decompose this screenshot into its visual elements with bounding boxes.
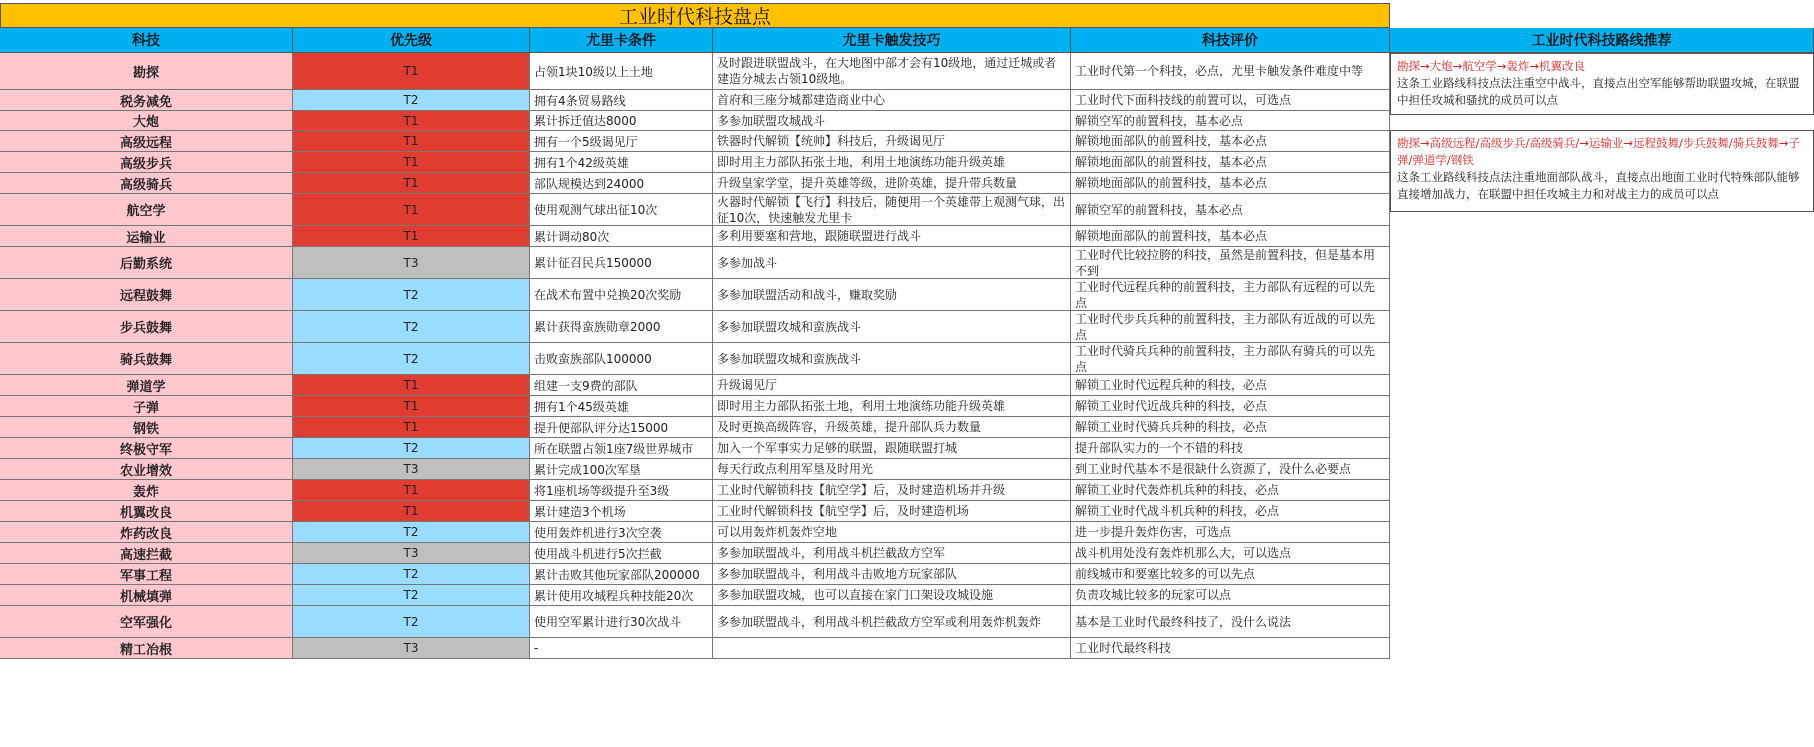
eureka-tips-cell[interactable]: 多参加联盟攻城战斗	[713, 111, 1071, 131]
eureka-condition-cell[interactable]: 击败蛮族部队100000	[530, 343, 713, 375]
priority-cell[interactable]: T2	[293, 343, 530, 375]
tech-name-cell[interactable]: 高级骑兵	[0, 173, 293, 194]
eureka-tips-cell[interactable]: 多参加联盟战斗，利用战斗击败地方玩家部队	[713, 564, 1071, 585]
eureka-condition-cell[interactable]: 使用轰炸机进行3次空袭	[530, 522, 713, 543]
eureka-tips-cell[interactable]: 即时用主力部队拓张土地，利用土地演练功能升级英雄	[713, 152, 1071, 173]
title-empty-area	[1390, 3, 1814, 28]
eureka-condition-cell[interactable]: 累计调动80次	[530, 226, 713, 247]
tech-name-cell[interactable]: 航空学	[0, 194, 293, 226]
table-row	[0, 638, 1390, 659]
table-row	[0, 375, 1390, 396]
eureka-condition-cell[interactable]: 组建一支9费的部队	[530, 375, 713, 396]
eureka-condition-cell[interactable]: 将1座机场等级提升至3级	[530, 480, 713, 501]
tech-evaluation-cell[interactable]: 进一步提升轰炸伤害，可选点	[1071, 522, 1390, 543]
eureka-tips-cell[interactable]: 多参加联盟战斗，利用战斗机拦截敌方空军或利用轰炸机轰炸	[713, 606, 1071, 638]
priority-cell[interactable]: T3	[293, 638, 530, 659]
tech-name-cell[interactable]: 农业增效	[0, 459, 293, 480]
eureka-tips-cell[interactable]: 升级皇家学堂，提升英雄等级，进阶英雄，提升带兵数量	[713, 173, 1071, 194]
route-recommendation-ground[interactable]	[1390, 130, 1814, 212]
eureka-tips-cell[interactable]	[713, 638, 1071, 659]
eureka-condition-cell[interactable]: 使用观测气球出征10次	[530, 194, 713, 226]
tech-name-cell[interactable]: 远程鼓舞	[0, 279, 293, 311]
tech-evaluation-cell[interactable]: 战斗机用处没有轰炸机那么大，可以选点	[1071, 543, 1390, 564]
eureka-condition-cell[interactable]: 提升便部队评分达15000	[530, 417, 713, 438]
eureka-condition-cell[interactable]: 使用战斗机进行5次拦截	[530, 543, 713, 564]
table-row	[0, 279, 1390, 311]
eureka-tips-cell[interactable]: 加入一个军事实力足够的联盟，跟随联盟打城	[713, 438, 1071, 459]
priority-cell[interactable]: T3	[293, 247, 530, 279]
table-row	[0, 173, 1390, 194]
priority-cell[interactable]: T2	[293, 438, 530, 459]
eureka-tips-cell[interactable]: 首府和三座分城都建造商业中心	[713, 90, 1071, 111]
priority-cell[interactable]: T1	[293, 194, 530, 226]
priority-cell[interactable]: T1	[293, 173, 530, 194]
eureka-tips-cell[interactable]: 多参加联盟攻城，也可以直接在家门口架设攻城设施	[713, 585, 1071, 606]
eureka-tips-cell[interactable]: 工业时代解锁科技【航空学】后，及时建造机场	[713, 501, 1071, 522]
tech-name-cell[interactable]: 后勤系统	[0, 247, 293, 279]
table-row	[0, 606, 1390, 638]
tech-name-cell[interactable]: 步兵鼓舞	[0, 311, 293, 343]
route-path: 勘探→高级远程/高级步兵/高级骑兵/→运输业→远程鼓舞/步兵鼓舞/骑兵鼓舞→子弹/弹道学/钢铁	[1397, 136, 1800, 167]
header-route[interactable]: 工业时代科技路线推荐	[1390, 28, 1814, 53]
tech-name-cell[interactable]: 弹道学	[0, 375, 293, 396]
eureka-tips-cell[interactable]: 多参加战斗	[713, 247, 1071, 279]
eureka-tips-cell[interactable]: 工业时代解锁科技【航空学】后，及时建造机场并升级	[713, 480, 1071, 501]
tech-name-cell[interactable]: 税务减免	[0, 90, 293, 111]
tech-evaluation-cell[interactable]: 工业时代骑兵兵种的前置科技，主力部队有骑兵的可以先点	[1071, 343, 1390, 375]
priority-cell[interactable]: T2	[293, 311, 530, 343]
priority-cell[interactable]: T1	[293, 417, 530, 438]
tech-name-cell[interactable]: 大炮	[0, 111, 293, 131]
tech-evaluation-cell[interactable]: 工业时代下面科技线的前置可以，可选点	[1071, 90, 1390, 111]
priority-cell[interactable]: T1	[293, 396, 530, 417]
eureka-condition-cell[interactable]: 累计拆迁值达8000	[530, 111, 713, 131]
table-row	[0, 543, 1390, 564]
eureka-condition-cell[interactable]: 累计完成100次军垦	[530, 459, 713, 480]
eureka-tips-cell[interactable]: 多参加联盟攻城和蛮族战斗	[713, 343, 1071, 375]
tech-name-cell[interactable]: 机翼改良	[0, 501, 293, 522]
tech-evaluation-cell[interactable]: 解锁工业时代骑兵兵种的科技，必点	[1071, 417, 1390, 438]
tech-evaluation-cell[interactable]: 前线城市和要塞比较多的可以先点	[1071, 564, 1390, 585]
eureka-tips-cell[interactable]: 多参加联盟活动和战斗，赚取奖励	[713, 279, 1071, 311]
tech-evaluation-cell[interactable]: 工业时代步兵兵种的前置科技，主力部队有近战的可以先点	[1071, 311, 1390, 343]
tech-evaluation-cell[interactable]: 工业时代第一个科技，必点，尤里卡触发条件难度中等	[1071, 53, 1390, 90]
eureka-tips-cell[interactable]: 多参加联盟攻城和蛮族战斗	[713, 311, 1071, 343]
tech-name-cell[interactable]: 运输业	[0, 226, 293, 247]
tech-evaluation-cell[interactable]: 解锁工业时代轰炸机兵种的科技，必点	[1071, 480, 1390, 501]
eureka-condition-cell[interactable]: 拥有4条贸易路线	[530, 90, 713, 111]
eureka-condition-cell[interactable]: 拥有1个45级英雄	[530, 396, 713, 417]
priority-cell[interactable]: T2	[293, 90, 530, 111]
priority-cell[interactable]: T1	[293, 501, 530, 522]
tech-name-cell[interactable]: 子弹	[0, 396, 293, 417]
table-row	[0, 152, 1390, 173]
priority-cell[interactable]: T3	[293, 459, 530, 480]
tech-name-cell[interactable]: 高级远程	[0, 131, 293, 152]
eureka-condition-cell[interactable]: 累计获得蛮族勋章2000	[530, 311, 713, 343]
table-row	[0, 564, 1390, 585]
priority-cell[interactable]: T1	[293, 226, 530, 247]
priority-cell[interactable]: T1	[293, 131, 530, 152]
table-row	[0, 247, 1390, 279]
tech-name-cell[interactable]: 军事工程	[0, 564, 293, 585]
tech-evaluation-cell[interactable]: 负责攻城比较多的玩家可以点	[1071, 585, 1390, 606]
eureka-condition-cell[interactable]: 所在联盟占领1座7级世界城市	[530, 438, 713, 459]
priority-cell[interactable]: T2	[293, 522, 530, 543]
eureka-tips-cell[interactable]: 每天行政点利用军垦及时用光	[713, 459, 1071, 480]
tech-evaluation-cell[interactable]: 工业时代最终科技	[1071, 638, 1390, 659]
tech-evaluation-cell[interactable]: 解锁工业时代远程兵种的科技，必点	[1071, 375, 1390, 396]
sheet-title-text: 工业时代科技盘点	[618, 6, 771, 28]
route-description: 这条工业路线科技点法注重空中战斗，直接点出空军能够帮助联盟攻城，在联盟中担任攻城和骚扰的成员可以点	[1397, 76, 1800, 107]
tech-name-cell[interactable]: 终极守军	[0, 438, 293, 459]
tech-name-cell[interactable]: 勘探	[0, 53, 293, 90]
tech-evaluation-cell[interactable]: 解锁地面部队的前置科技，基本必点	[1071, 152, 1390, 173]
eureka-tips-cell[interactable]: 即时用主力部队拓张土地，利用土地演练功能升级英雄	[713, 396, 1071, 417]
eureka-condition-cell[interactable]: 占领1块10级以上土地	[530, 53, 713, 90]
route-recommendation-air[interactable]	[1390, 53, 1814, 115]
priority-cell[interactable]: T2	[293, 279, 530, 311]
tech-evaluation-cell[interactable]: 工业时代比较拉胯的科技，虽然是前置科技，但是基本用不到	[1071, 247, 1390, 279]
route-description: 这条工业路线科技点法注重地面部队战斗，直接点出地面工业时代特殊部队能够直接增加战力，在联盟中担任攻城主力和对战主力的成员可以点	[1397, 170, 1800, 201]
table-row	[0, 438, 1390, 459]
tech-evaluation-cell[interactable]: 提升部队实力的一个不错的科技	[1071, 438, 1390, 459]
tech-name-cell[interactable]: 空军强化	[0, 606, 293, 638]
tech-name-cell[interactable]: 高速拦截	[0, 543, 293, 564]
priority-cell[interactable]: T1	[293, 375, 530, 396]
tech-name-cell[interactable]: 骑兵鼓舞	[0, 343, 293, 375]
tech-name-cell[interactable]: 高级步兵	[0, 152, 293, 173]
table-row	[0, 417, 1390, 438]
tech-name-cell[interactable]: 钢铁	[0, 417, 293, 438]
tech-name-cell[interactable]: 轰炸	[0, 480, 293, 501]
tech-evaluation-cell[interactable]: 工业时代远程兵种的前置科技，主力部队有远程的可以先点	[1071, 279, 1390, 311]
priority-cell[interactable]: T2	[293, 585, 530, 606]
tech-evaluation-cell[interactable]: 基本是工业时代最终科技了，没什么说法	[1071, 606, 1390, 638]
eureka-tips-cell[interactable]: 火器时代解锁【飞行】科技后，随便用一个英雄带上观测气球，出征10次，快速触发尤里卡	[713, 194, 1071, 226]
priority-cell[interactable]: T1	[293, 152, 530, 173]
eureka-tips-cell[interactable]: 可以用轰炸机轰炸空地	[713, 522, 1071, 543]
eureka-condition-cell[interactable]: 部队规模达到24000	[530, 173, 713, 194]
table-row	[0, 343, 1390, 375]
sheet-title[interactable]	[0, 3, 1390, 28]
tech-evaluation-cell[interactable]: 解锁空军的前置科技，基本必点	[1071, 194, 1390, 226]
tech-name-cell[interactable]: 炸药改良	[0, 522, 293, 543]
priority-cell[interactable]: T1	[293, 480, 530, 501]
table-row	[0, 459, 1390, 480]
eureka-tips-cell[interactable]: 多利用要塞和营地，跟随联盟进行战斗	[713, 226, 1071, 247]
eureka-condition-cell[interactable]: 拥有一个5级谒见厅	[530, 131, 713, 152]
header-condition[interactable]: 尤里卡条件	[530, 28, 713, 53]
priority-cell[interactable]: T1	[293, 111, 530, 131]
tech-evaluation-cell[interactable]: 解锁地面部队的前置科技，基本必点	[1071, 131, 1390, 152]
eureka-condition-cell[interactable]: 在战术布置中兑换20次奖励	[530, 279, 713, 311]
eureka-tips-cell[interactable]: 升级谒见厅	[713, 375, 1071, 396]
priority-cell[interactable]: T2	[293, 564, 530, 585]
tech-evaluation-cell[interactable]: 解锁空军的前置科技，基本必点	[1071, 111, 1390, 131]
table-row	[0, 585, 1390, 606]
eureka-condition-cell[interactable]: -	[530, 638, 713, 659]
table-row	[0, 53, 1390, 90]
priority-cell[interactable]: T3	[293, 543, 530, 564]
eureka-tips-cell[interactable]: 多参加联盟战斗，利用战斗机拦截敌方空军	[713, 543, 1071, 564]
header-priority[interactable]: 优先级	[293, 28, 530, 53]
table-row	[0, 311, 1390, 343]
tech-name-cell[interactable]: 机械填弹	[0, 585, 293, 606]
table-row	[0, 111, 1390, 131]
eureka-tips-cell[interactable]: 铁器时代解锁【统帅】科技后，升级谒见厅	[713, 131, 1071, 152]
table-row	[0, 194, 1390, 226]
tech-evaluation-cell[interactable]: 解锁工业时代战斗机兵种的科技，必点	[1071, 501, 1390, 522]
tech-evaluation-cell[interactable]: 到工业时代基本不是很缺什么资源了，没什么必要点	[1071, 459, 1390, 480]
header-evaluation[interactable]: 科技评价	[1071, 28, 1390, 53]
eureka-condition-cell[interactable]: 累计使用攻城程兵种技能20次	[530, 585, 713, 606]
table-row	[0, 226, 1390, 247]
eureka-tips-cell[interactable]: 及时跟进联盟战斗，在大地图中部才会有10级地，通过迁城或者建造分城去占领10级地。	[713, 53, 1071, 90]
eureka-condition-cell[interactable]: 使用空军累计进行30次战斗	[530, 606, 713, 638]
eureka-tips-cell[interactable]: 及时更换高级阵容，升级英雄，提升部队兵力数量	[713, 417, 1071, 438]
tech-evaluation-cell[interactable]: 解锁地面部队的前置科技，基本必点	[1071, 173, 1390, 194]
table-row	[0, 501, 1390, 522]
eureka-condition-cell[interactable]: 累计征召民兵150000	[530, 247, 713, 279]
eureka-condition-cell[interactable]: 拥有1个42级英雄	[530, 152, 713, 173]
table-row	[0, 90, 1390, 111]
table-row	[0, 522, 1390, 543]
table-row	[0, 131, 1390, 152]
priority-cell[interactable]: T2	[293, 606, 530, 638]
route-path: 勘探→大炮→航空学→轰炸→机翼改良	[1397, 59, 1586, 73]
tech-evaluation-cell[interactable]: 解锁地面部队的前置科技，基本必点	[1071, 226, 1390, 247]
table-row	[0, 480, 1390, 501]
tech-name-cell[interactable]: 精工冶根	[0, 638, 293, 659]
eureka-condition-cell[interactable]: 累计建造3个机场	[530, 501, 713, 522]
header-tips[interactable]: 尤里卡触发技巧	[713, 28, 1071, 53]
tech-evaluation-cell[interactable]: 解锁工业时代近战兵种的科技，必点	[1071, 396, 1390, 417]
eureka-condition-cell[interactable]: 累计击败其他玩家部队200000	[530, 564, 713, 585]
table-row	[0, 396, 1390, 417]
priority-cell[interactable]: T1	[293, 53, 530, 90]
header-tech[interactable]: 科技	[0, 28, 293, 53]
